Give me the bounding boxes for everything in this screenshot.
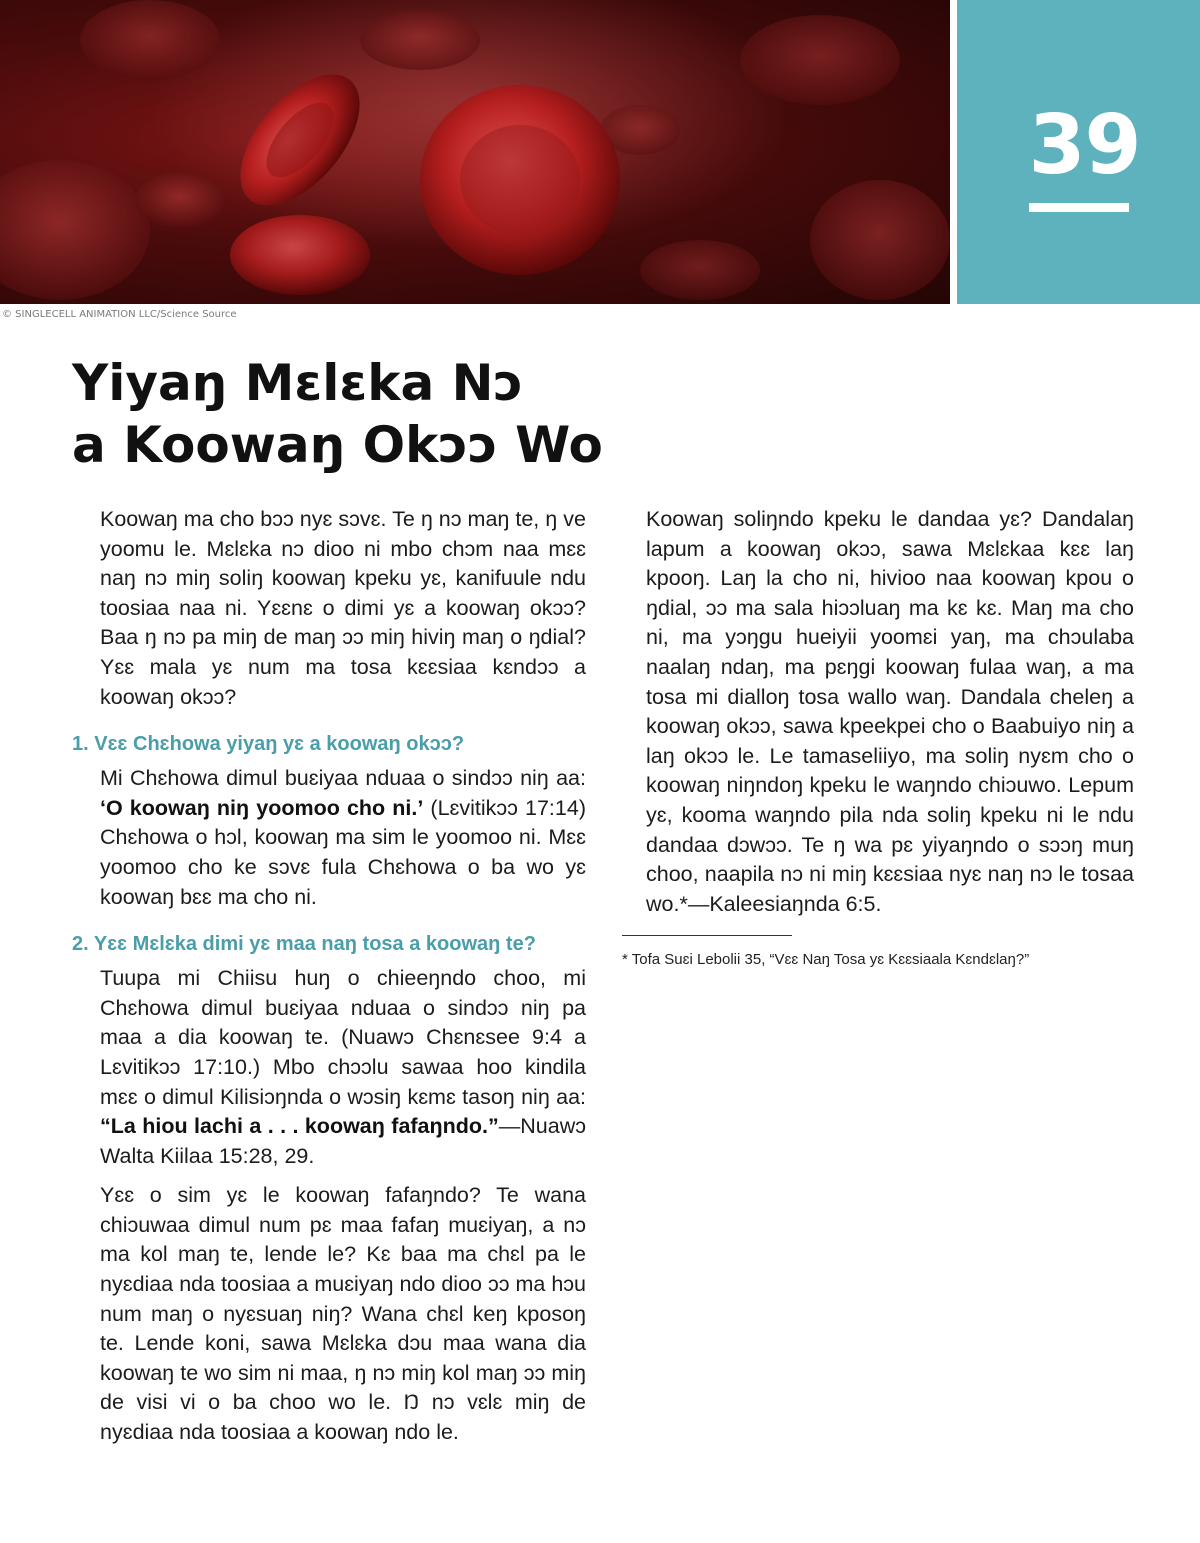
section-1-paragraph (72, 764, 586, 912)
page-title (72, 352, 603, 476)
title-line-1: Yiyaŋ Mɛlɛka Nɔ (72, 354, 524, 412)
footnote-divider (622, 935, 792, 936)
title-line-2: a Koowaŋ Okɔɔ Wo (72, 416, 603, 474)
scripture-quote-2: “La hiou lachi a . . . koowaŋ fafaŋndo.” (100, 1114, 499, 1139)
section-2-paragraph-3: Koowaŋ soliŋndo kpeku le dandaa yɛ? Dandalaŋ lapum a koowaŋ okɔɔ, sawa Mɛlɛkaa kɛɛ laŋ kpooŋ. Laŋ la cho ni, hivioo naa koowaŋ kpou o ŋdial, ɔɔ ma sala hiɔɔluaŋ ma kɛ kɛ. Maŋ ma cho ni, ma yɔŋgu hueiyii yoomɛi yaŋ, ma chɔulaba naalaŋ ndaŋ, ma pɛŋgi koowaŋ fulaa waŋ, a ma tosa mi dialloŋ tosa wallo waŋ. Dandala cheleŋ a koowaŋ okɔɔ, sawa kpeekpei cho o Baabuiyo niŋ a laŋ okɔɔ le. Le tamaseliiyo, ma soliŋ nyɛm cho o koowaŋ niŋndoŋ kpeku le waŋndo chiɔuwo. Lepum yɛ, kooma waŋndo pila nda soliŋ kpeku ni le ndu dandaa dɔwɔɔ. Te ŋ wa pɛ yiyaŋndo o sɔɔŋ muŋ choo, naapila nɔ ni miŋ kɛɛsiaa nyɛ naŋ nɔ le tosaa wo.*—Kaleesiaŋnda 6:5. (646, 507, 1134, 916)
question-1: 1. Vɛɛ Chɛhowa yiyaŋ yɛ a koowaŋ okɔɔ? (72, 733, 465, 756)
section-2-paragraph-1 (72, 964, 586, 1171)
section-2-paragraph-2: Yɛɛ o sim yɛ le koowaŋ fafaŋndo? Te wana chiɔuwaa dimul num pɛ maa fafaŋ muɛiyaŋ, a nɔ ma kol maŋ te, lende le? Kɛ baa ma chɛl pa le nyɛdiaa nda toosiaa a muɛiyaŋ ndo dioo ɔɔ ma hɔu num maŋ o nyɛsuaŋ niŋ? Wana chɛl keŋ kposoŋ te. Lende koni, sawa Mɛlɛka dɔu maa wana dia koowaŋ te wo sim ni maa, ŋ nɔ miŋ kol maŋ ɔɔ miŋ de visi vi o ba choo wo le. Ŋ nɔ vɛlɛ miŋ de nyɛdiaa nda toosiaa a koowaŋ ndo le. (100, 1183, 586, 1445)
footnote: * Tofa Suɛi Lebolii 35, “Vɛɛ Naŋ Tosa yɛ Kɛɛsiaala Kɛndɛlaŋ?” (622, 951, 1030, 969)
section-1-text-end: (Lɛvitikɔɔ 17:14) Chɛhowa o hɔl, koowaŋ ma sim le yoomoo ni. Mɛɛ yoomoo cho ke sɔvɛ fula Chɛhowa o ba wo yɛ koowaŋ bɛɛ ma cho ni. (100, 795, 586, 909)
section-2-text-start: Tuupa mi Chiisu huŋ o chieeŋndo choo, mi Chɛhowa dimul buɛiyaa nduaa o sindɔɔ niŋ pa maa a dia koowaŋ te. (Nuawɔ Chɛnɛsee 9:4 a Lɛvitikɔɔ 17:10.) Mbo chɔɔlu sawaa hoo kindila mɛɛ o dimul Kilisiɔŋnda o wɔsiŋ kɛmɛ tasoŋ niŋ aa: (100, 966, 586, 1109)
lesson-number-panel (957, 0, 1200, 304)
intro-paragraph: Koowaŋ ma cho bɔɔ nyɛ sɔvɛ. Te ŋ nɔ maŋ te, ŋ ve yoomu le. Mɛlɛka nɔ dioo ni mbo chɔm naa mɛɛ naŋ nɔ miŋ soliŋ koowaŋ kpeku yɛ, kanifuule ndu toosiaa naa ni. Yɛɛnɛ o dimi yɛ a koowaŋ okɔɔ? Baa ŋ nɔ pa miŋ de maŋ ɔɔ miŋ hiviŋ maŋ o ŋdial? Yɛɛ mala yɛ num ma tosa kɛɛsiaa kɛndɔɔ a koowaŋ okɔɔ? (100, 507, 586, 709)
image-credit: © SINGLECELL ANIMATION LLC/Science Source (2, 309, 237, 320)
lesson-number: 39 (1028, 98, 1141, 193)
question-2: 2. Yɛɛ Mɛlɛka dimi yɛ maa naŋ tosa a koowaŋ te? (72, 933, 536, 956)
hero-image (0, 0, 950, 304)
lesson-number-underline (1029, 203, 1129, 212)
scripture-quote-1: ‘O koowaŋ niŋ yoomoo cho ni.’ (100, 795, 424, 820)
right-column (622, 505, 1134, 970)
section-1-text-start: Mi Chɛhowa dimul buɛiyaa nduaa o sindɔɔ niŋ aa: (100, 766, 586, 791)
left-column (72, 505, 586, 1458)
section-2-text-end: —Nuawɔ Walta Kiilaa 15:28, 29. (100, 1114, 586, 1168)
blood-cells-illustration (0, 0, 950, 304)
